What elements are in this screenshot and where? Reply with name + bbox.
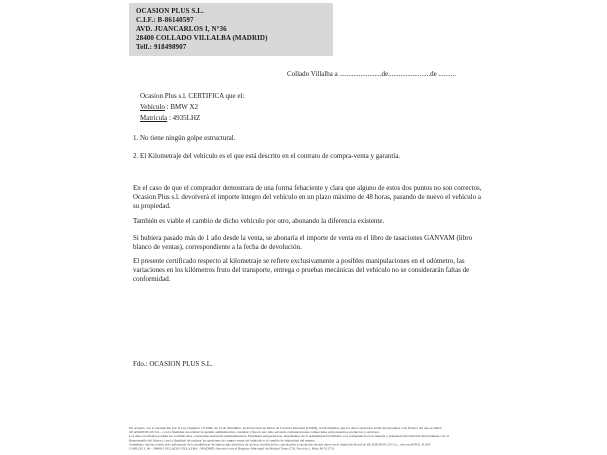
fine-print-line-4: Responsable del fichero, con la finalidad de realizar las gestiones de compra venta del vehículo y el cambio de titularidad del mismo.	[129, 438, 316, 443]
fine-print-line-1: De acuerdo con lo establecido por la Ley Orgánica 15/1999, de 13 de diciembre, de Protección de Datos de Carácter Personal (LOPD), le informamos que los datos aportados serán incorporados a un fichero del que es titular	[129, 426, 442, 430]
vehicle-value: : BMW X2	[166, 103, 199, 111]
vehicle-label: Vehículo	[140, 103, 165, 111]
signature-line: Fdo.: OCASION PLUS S.L.	[133, 360, 213, 368]
fine-print-line-6: CARLOS I, 36 - 28400 COLLADO VILLALBA - MADRID. Inscrito/a en el Registro Mercantil de Madrid Tomo 276, Sección 1, Hoja M-511731	[129, 446, 335, 451]
certification-block	[140, 91, 244, 124]
company-city: 28400 COLLADO VILLALBA (MADRID)	[136, 34, 268, 42]
date-line: Collado Villalba a ........................de........................de ..........	[287, 70, 456, 78]
company-name: OCASION PLUS S.L.	[136, 7, 204, 15]
certify-intro: Ocasion Plus s.l. CERTIFICA que el:	[140, 92, 245, 100]
certified-points	[133, 134, 485, 160]
fine-print-line-5: Asimismo, declaro haber sido informado de la posibilidad de ejercer mis derechos de acceso, rectificación, cancelación y oposición de mis datos en el domicilio fiscal de OCASION PLUS S.L., sito en AVDA. JUAN	[129, 442, 431, 447]
plate-value: : 4935LHZ	[168, 114, 201, 122]
legal-fine-print	[129, 426, 485, 452]
paragraph-ganvam-valuation: Si hubiera pasado más de 1 año desde la venta, se abonaría el importe de venta en el libro de tasaciones GANVAM (libro blanco de ventas), correspondiente a la fecha de devolución.	[133, 234, 473, 251]
fine-print-line-2: OCASION PLUS S.L., con la finalidad de realizar la gestión administrativa, contable y fiscal, así como enviarle comunicaciones comerciales sobre nuestros productos y servicios.	[129, 430, 380, 435]
paragraph-exchange-option: También es viable el cambio de dicho vehículo por otro, abonando la diferencia existente.	[133, 217, 385, 225]
paragraph-refund-terms: En el caso de que el comprador demostrara de una forma fehaciente y clara que alguno de estos dos puntos no son correctos, Ocasion Plus s.l. devolverá el importe íntegro del vehículo en un plazo máximo de 48 horas, pasando de nuevo el vehículo a su propiedad.	[133, 184, 482, 210]
paragraph-mileage-disclaimer: El presente certificado respecto al kilometraje se refiere exclusivamente a posibles manipulaciones en el odómetro, las variaciones en los kilómetros fruto del transporte, entrega o pruebas mecánicas del vehículo no se considerarán faltas de conformidad.	[133, 257, 470, 283]
point-2: 2. El Kilometraje del vehículo es el que está descrito en el contrato de compra-venta y garantía.	[133, 152, 401, 160]
fine-print-line-3: Los datos recabados podrán ser comunicados a Gestorías/Asesorías Administrativas, Entidades Aseguradoras, Organismos de la Administración Pública con competencia en la materia y prestando información directamente con el	[129, 434, 449, 439]
plate-row	[140, 113, 244, 124]
legal-fine-print-text	[129, 426, 485, 451]
vehicle-row	[140, 102, 244, 113]
company-letterhead	[129, 3, 333, 56]
plate-label: Matrícula	[140, 114, 168, 122]
company-phone: Telf.: 918498907	[136, 43, 187, 51]
company-cif: C.I.F.: B-86140597	[136, 16, 194, 24]
company-address: AVD. JUANCARLOS I, N°36	[136, 25, 227, 33]
point-1: 1. No tiene ningún golpe estructural.	[133, 134, 236, 142]
